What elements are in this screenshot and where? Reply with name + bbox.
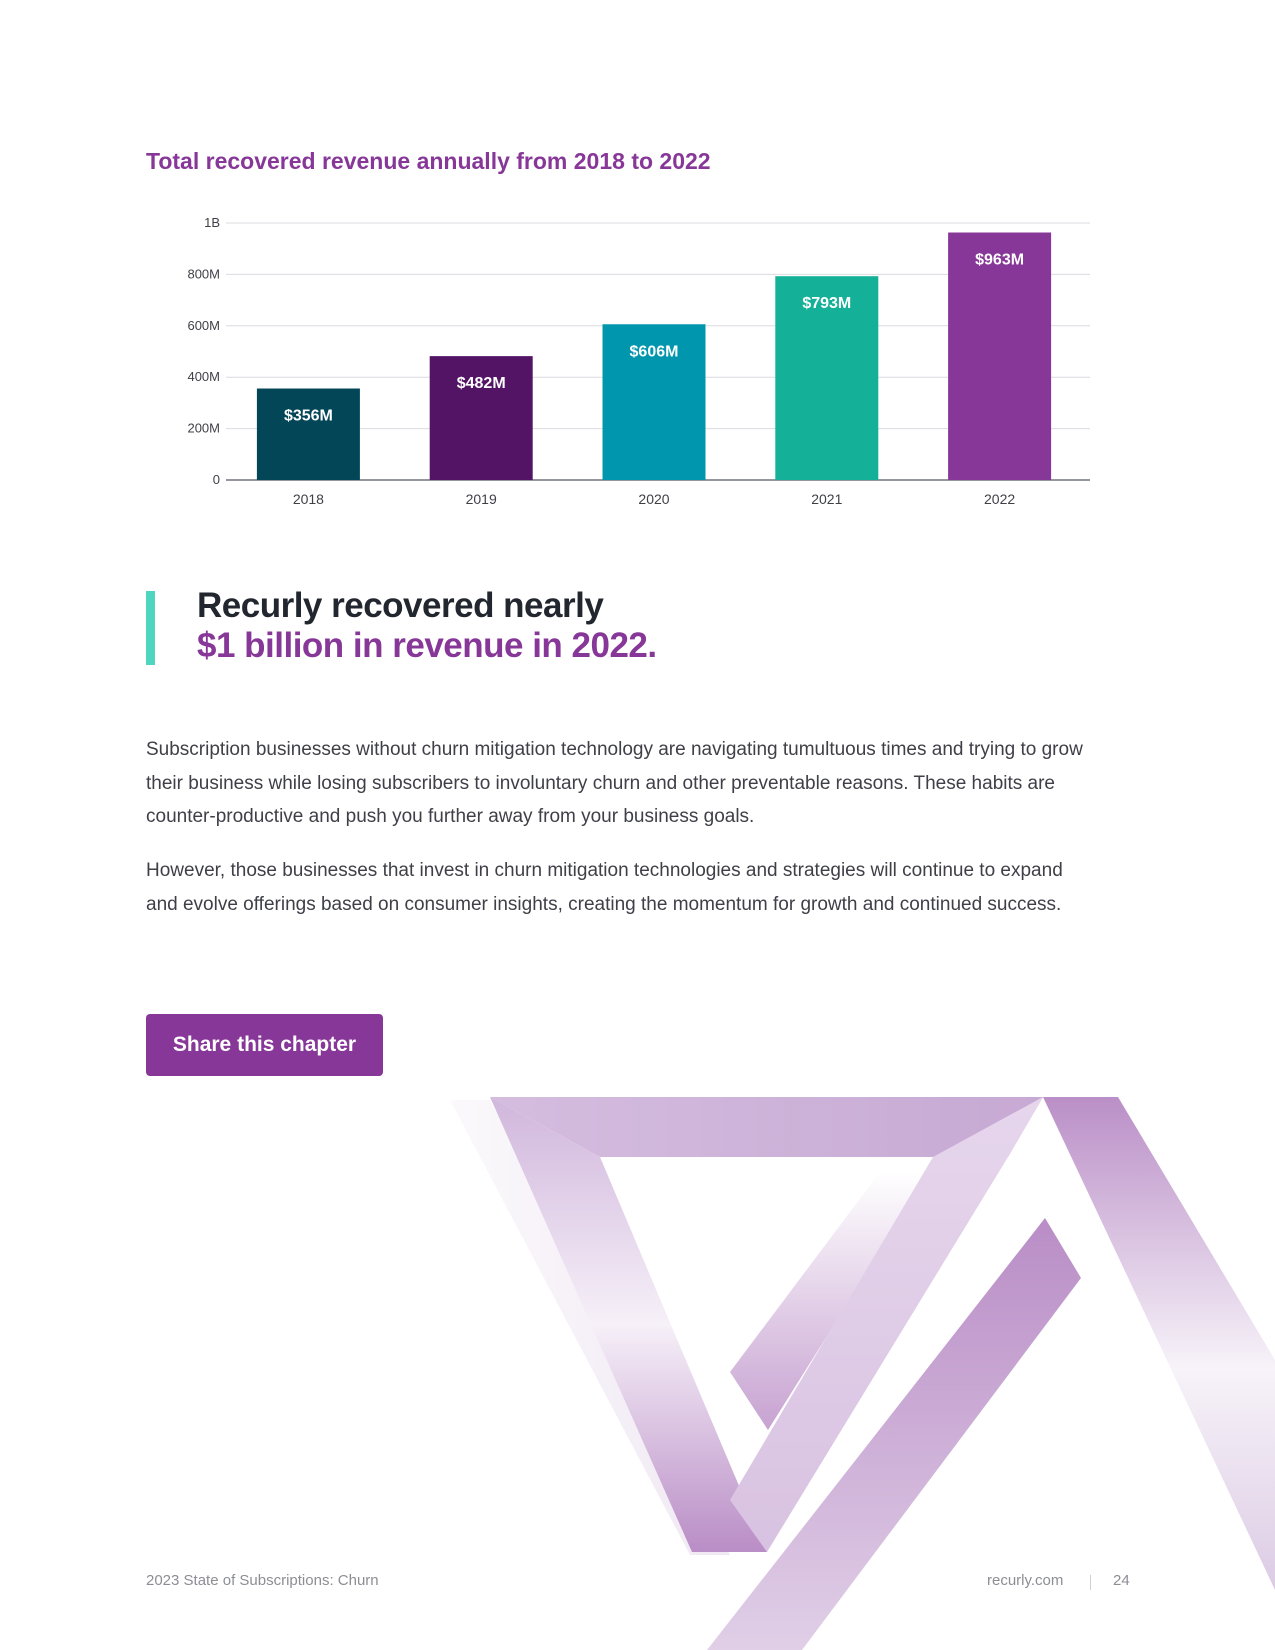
x-tick-label: 2021 — [811, 491, 843, 507]
bar-value-label: $482M — [456, 375, 506, 393]
body-paragraph: Subscription businesses without churn mitigation technology are navigating tumultuous times and trying to grow their business while losing subscribers to involuntary churn and other preventable reasons. These habits are counter-productive and push you further away from your business goals. — [146, 739, 1083, 827]
bar-2022 — [948, 233, 1051, 480]
y-tick-label: 800M — [187, 266, 220, 282]
bar-2018 — [257, 389, 360, 480]
body-paragraph: However, those businesses that invest in churn mitigation technologies and strategies will continue to expand and evolve offerings based on consumer insights, creating the momentum for growth and continued success. — [146, 860, 1063, 915]
decor-shape-left-leg — [490, 1097, 767, 1552]
x-tick-label: 2019 — [465, 491, 497, 507]
bar-value-label: $793M — [802, 295, 852, 313]
chart-title: Total recovered revenue annually from 2018 to 2022 — [146, 148, 711, 174]
x-tick-label: 2018 — [292, 491, 324, 507]
bar-value-label: $606M — [629, 343, 679, 361]
bar-value-label: $356M — [283, 407, 333, 425]
callout-highlight: $1 billion in revenue in 2022. — [197, 626, 657, 665]
y-tick-label: 0 — [212, 472, 220, 487]
share-chapter-button[interactable]: Share this chapter — [146, 1014, 383, 1076]
bar-chart — [146, 200, 1096, 520]
footer-separator — [1090, 1575, 1091, 1590]
bar-value-label: $963M — [975, 251, 1025, 269]
footer-site-link[interactable]: recurly.com — [987, 1572, 1064, 1589]
decor-shape-right-leg — [1043, 1097, 1275, 1590]
footer-report-title: 2023 State of Subscriptions: Churn — [146, 1572, 379, 1589]
callout-heading: Recurly recovered nearly — [197, 586, 604, 625]
callout-accent-bar — [146, 591, 155, 665]
y-tick-label: 400M — [187, 369, 220, 385]
y-tick-label: 600M — [187, 317, 220, 333]
y-tick-label: 1B — [204, 215, 220, 230]
x-tick-label: 2020 — [638, 491, 670, 507]
footer-page-number: 24 — [1113, 1572, 1130, 1589]
x-tick-label: 2022 — [984, 491, 1016, 507]
y-tick-label: 200M — [187, 420, 220, 436]
